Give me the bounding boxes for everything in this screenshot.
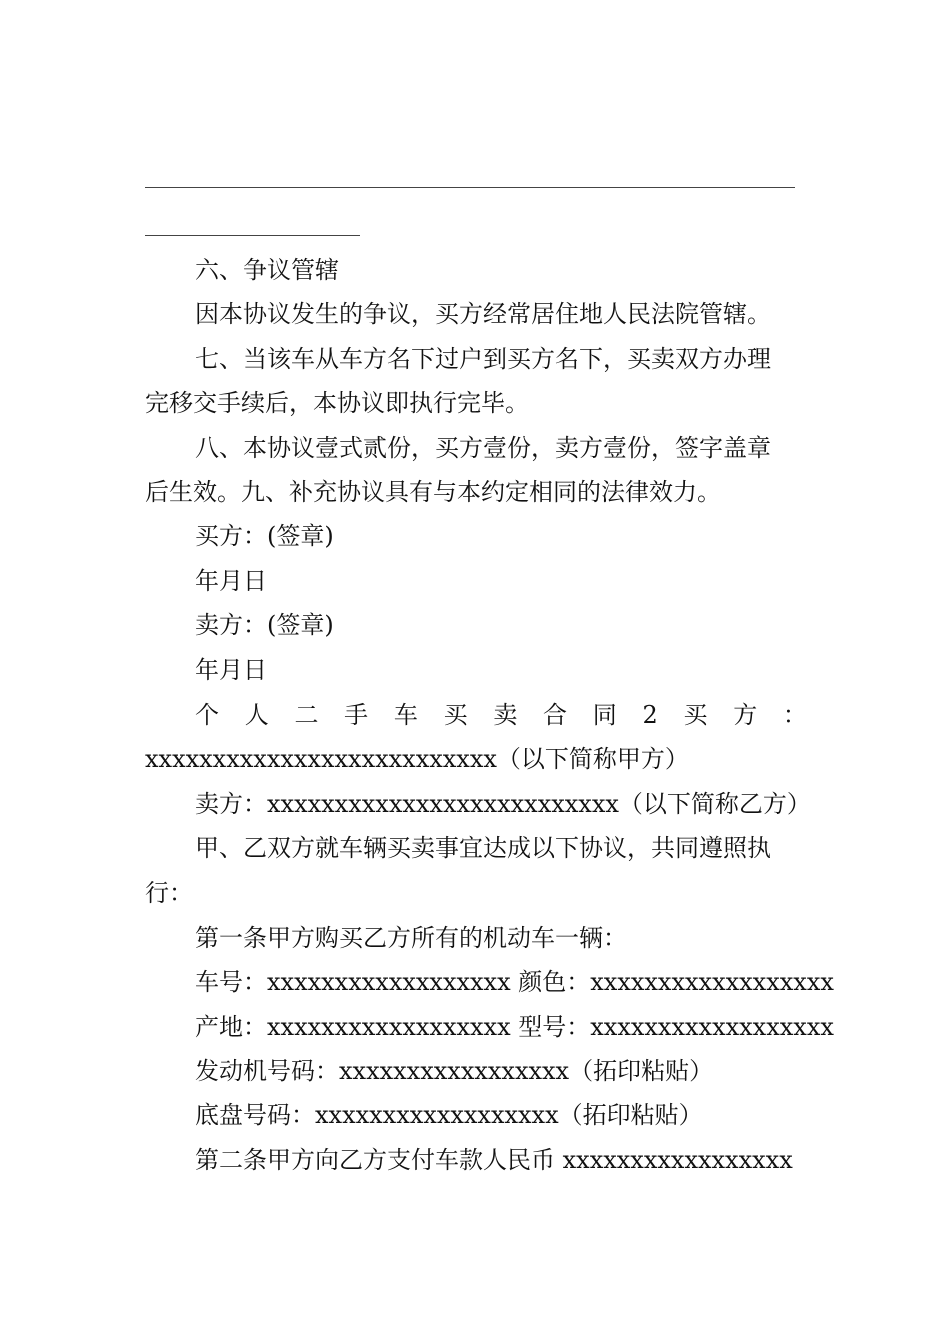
plate-and-color-line: 车号：xxxxxxxxxxxxxxxxxx 颜色：xxxxxxxxxxxxxxxxxx — [195, 968, 834, 996]
title-char: 手 — [344, 701, 369, 729]
origin-and-model-line: 产地：xxxxxxxxxxxxxxxxxx 型号：xxxxxxxxxxxxxxxxxx — [195, 1013, 834, 1041]
seller-signature: 卖方：(签章) — [195, 611, 334, 639]
seller-name-line: 卖方：xxxxxxxxxxxxxxxxxxxxxxxxxx（以下简称乙方） — [195, 790, 811, 818]
agreement-intro-line-1: 甲、乙双方就车辆买卖事宜达成以下协议，共同遵照执 — [195, 834, 771, 862]
title-char: 卖 — [493, 701, 518, 729]
seller-date: 年月日 — [195, 656, 267, 684]
contract-title-line — [195, 700, 807, 730]
engine-number-line: 发动机号码：xxxxxxxxxxxxxxxxx（拓印粘贴） — [195, 1057, 714, 1085]
paragraph-transfer-line-1: 七、当该车从车方名下过户到买方名下，买卖双方办理 — [195, 345, 771, 373]
buyer-signature: 买方：(签章) — [195, 522, 334, 550]
blank-fill-line-2 — [145, 235, 360, 236]
title-char: 买 — [443, 701, 468, 729]
title-char: 2 — [642, 701, 658, 729]
chassis-number-line: 底盘号码：xxxxxxxxxxxxxxxxxx（拓印粘贴） — [195, 1101, 703, 1129]
paragraph-copies-line-2: 后生效。九、补充协议具有与本约定相同的法律效力。 — [145, 478, 721, 506]
title-char: 车 — [393, 701, 418, 729]
title-char: 个 — [195, 701, 219, 729]
title-char: 二 — [294, 701, 319, 729]
title-char: 合 — [543, 701, 568, 729]
section-heading-dispute: 六、争议管辖 — [195, 256, 339, 284]
agreement-intro-line-2: 行： — [145, 879, 193, 907]
article-2-payment-line: 第二条甲方向乙方支付车款人民币 xxxxxxxxxxxxxxxxx — [195, 1146, 793, 1174]
buyer-name-line: xxxxxxxxxxxxxxxxxxxxxxxxxx（以下简称甲方） — [145, 745, 689, 773]
buyer-date: 年月日 — [195, 567, 267, 595]
paragraph-jurisdiction: 因本协议发生的争议，买方经常居住地人民法院管辖。 — [195, 300, 771, 328]
blank-fill-line-1 — [145, 187, 795, 188]
paragraph-transfer-line-2: 完移交手续后，本协议即执行完毕。 — [145, 389, 529, 417]
article-1-heading: 第一条甲方购买乙方所有的机动车一辆： — [195, 924, 627, 952]
title-char: ： — [782, 701, 807, 729]
title-char: 方 — [733, 701, 758, 729]
paragraph-copies-line-1: 八、本协议壹式贰份，买方壹份，卖方壹份，签字盖章 — [195, 434, 771, 462]
title-char: 同 — [592, 701, 617, 729]
title-char: 买 — [683, 701, 708, 729]
title-char: 人 — [244, 701, 269, 729]
